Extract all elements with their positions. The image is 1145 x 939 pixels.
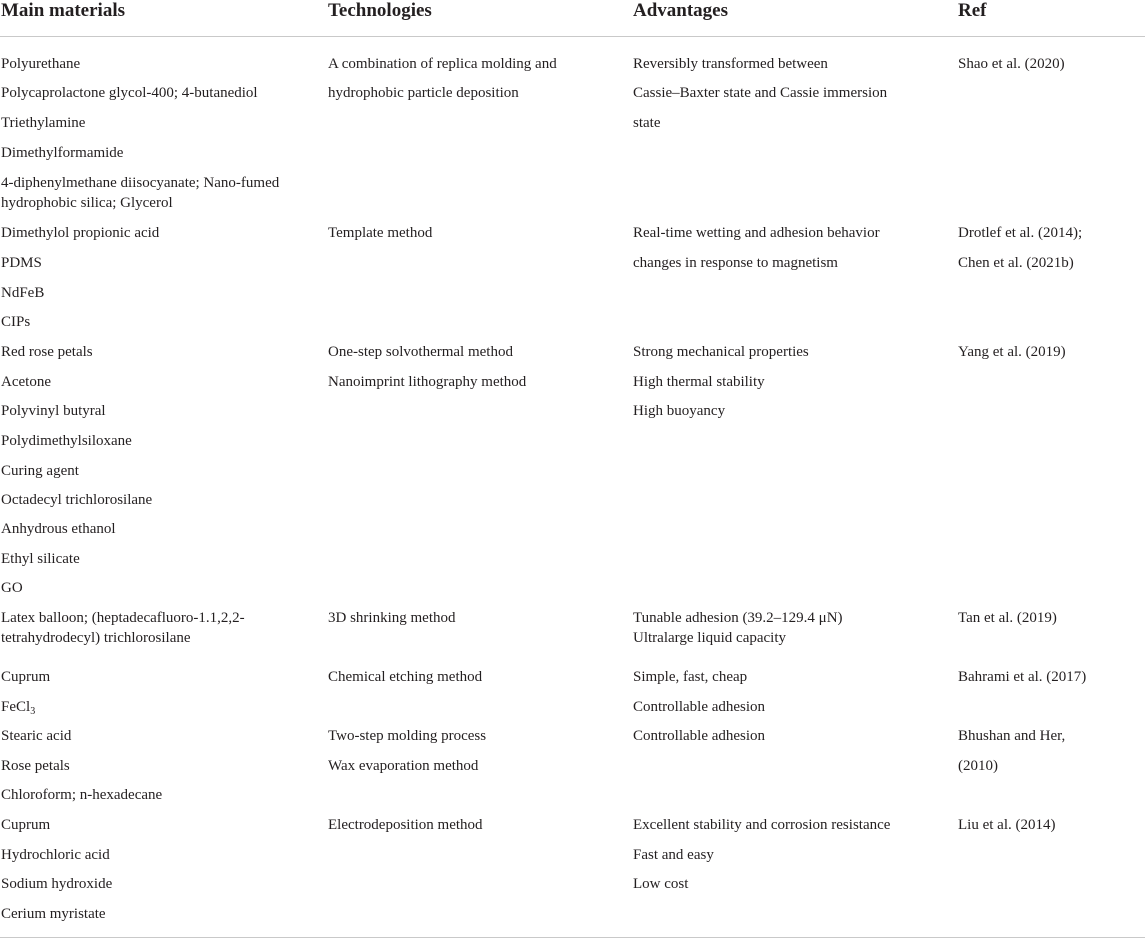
cell-main-materials: Chloroform; n-hexadecane [1, 787, 163, 803]
cell-advantages: Excellent stability and corrosion resistance [633, 817, 891, 833]
cell-ref: Shao et al. (2020) [958, 56, 1065, 72]
cell-main-materials: Hydrochloric acid [1, 847, 110, 863]
cell-main-materials: Cerium myristate [1, 906, 106, 922]
cell-ref: Tan et al. (2019) [958, 610, 1057, 626]
cell-main-materials: Cuprum [1, 669, 51, 685]
header-technologies: Technologies [328, 0, 432, 21]
cell-ref: (2010) [958, 758, 998, 774]
cell-main-materials: Rose petals [1, 758, 70, 774]
cell-advantages: changes in response to magnetism [633, 255, 838, 271]
cell-advantages: Cassie–Baxter state and Cassie immersion [633, 85, 888, 101]
cell-advantages: High buoyancy [633, 403, 726, 419]
cell-advantages: Controllable adhesion [633, 699, 766, 715]
cell-main-materials: Octadecyl trichlorosilane [1, 492, 153, 508]
cell-technologies: Template method [328, 225, 433, 241]
header-ref: Ref [958, 0, 987, 21]
cell-main-materials: Polyvinyl butyral [1, 403, 106, 419]
cell-main-materials: NdFeB [1, 285, 45, 301]
cell-main-materials: Anhydrous ethanol [1, 521, 116, 537]
cell-main-materials: Latex balloon; (heptadecafluoro-1.1,2,2- [1, 610, 245, 626]
cell-ref: Liu et al. (2014) [958, 817, 1056, 833]
cell-main-materials: Dimethylol propionic acid [1, 225, 160, 241]
cell-technologies: Electrodeposition method [328, 817, 483, 833]
cell-main-materials: hydrophobic silica; Glycerol [1, 195, 173, 211]
cell-advantages: Controllable adhesion [633, 728, 766, 744]
cell-ref: Bhushan and Her, [958, 728, 1066, 744]
cell-main-materials: Triethylamine [1, 115, 86, 131]
cell-ref: Yang et al. (2019) [958, 344, 1066, 360]
cell-main-materials: Dimethylformamide [1, 145, 124, 161]
header-main-materials: Main materials [1, 0, 126, 21]
cell-advantages: Reversibly transformed between [633, 56, 828, 72]
cell-main-materials: Curing agent [1, 463, 79, 479]
cell-technologies: Chemical etching method [328, 669, 483, 685]
cell-technologies: One-step solvothermal method [328, 344, 513, 360]
cell-advantages: Ultralarge liquid capacity [633, 630, 786, 646]
cell-ref: Chen et al. (2021b) [958, 255, 1074, 271]
cell-main-materials: FeCl$_3$ [1, 699, 36, 717]
cell-advantages: Tunable adhesion (39.2–129.4 μN) [633, 610, 843, 626]
cell-main-materials: GO [1, 580, 23, 596]
cell-advantages: Low cost [633, 876, 689, 892]
cell-main-materials: Acetone [1, 374, 51, 390]
cell-advantages: High thermal stability [633, 374, 765, 390]
cell-technologies: Two-step molding process [328, 728, 487, 744]
cell-advantages: state [633, 115, 661, 131]
cell-technologies: A combination of replica molding and [328, 56, 557, 72]
cell-main-materials: Stearic acid [1, 728, 72, 744]
cell-main-materials: Polycaprolactone glycol-400; 4-butanediol [1, 85, 258, 101]
cell-advantages: Real-time wetting and adhesion behavior [633, 225, 880, 241]
cell-main-materials: Polydimethylsiloxane [1, 433, 132, 449]
cell-main-materials: Red rose petals [1, 344, 93, 360]
header-rule [0, 36, 1145, 37]
header-advantages: Advantages [633, 0, 729, 21]
cell-main-materials: Ethyl silicate [1, 551, 80, 567]
cell-main-materials: tetrahydrodecyl) trichlorosilane [1, 630, 191, 646]
cell-advantages: Simple, fast, cheap [633, 669, 748, 685]
cell-advantages: Strong mechanical properties [633, 344, 809, 360]
cell-advantages: Fast and easy [633, 847, 714, 863]
cell-technologies: 3D shrinking method [328, 610, 456, 626]
bottom-rule [0, 937, 1145, 938]
cell-main-materials: Cuprum [1, 817, 51, 833]
cell-main-materials: Sodium hydroxide [1, 876, 113, 892]
cell-technologies: Nanoimprint lithography method [328, 374, 527, 390]
cell-main-materials: CIPs [1, 314, 31, 330]
cell-technologies: Wax evaporation method [328, 758, 479, 774]
cell-ref: Drotlef et al. (2014); [958, 225, 1083, 241]
cell-technologies: hydrophobic particle deposition [328, 85, 519, 101]
cell-main-materials: Polyurethane [1, 56, 81, 72]
cell-main-materials: PDMS [1, 255, 42, 271]
cell-main-materials: 4-diphenylmethane diisocyanate; Nano-fumed [1, 175, 280, 191]
cell-ref: Bahrami et al. (2017) [958, 669, 1087, 685]
